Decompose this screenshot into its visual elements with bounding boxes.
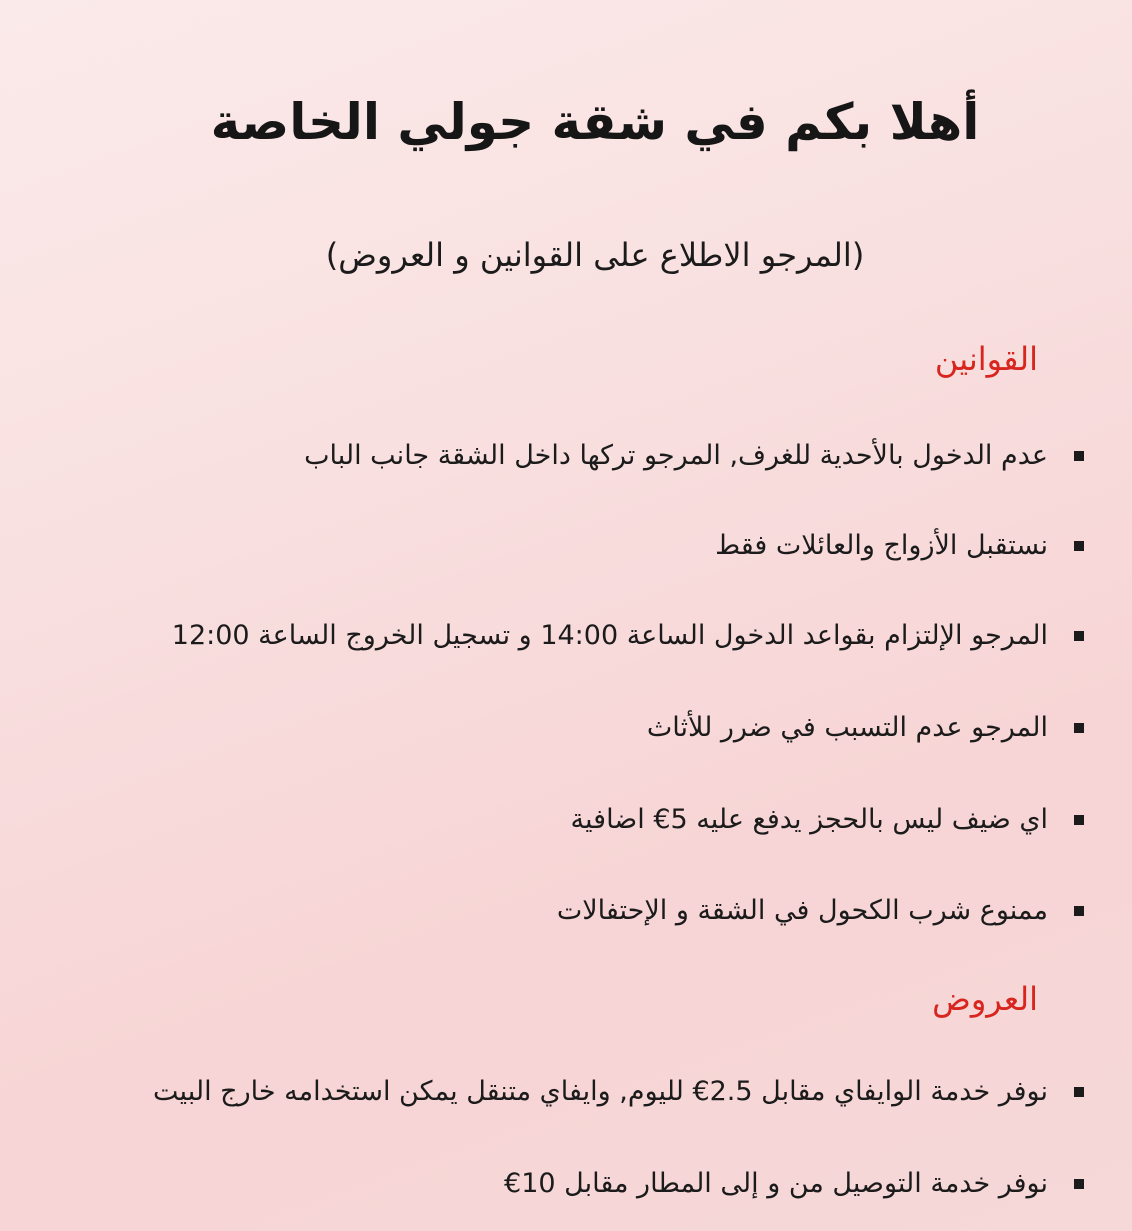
rules-heading: القوانين (934, 340, 1038, 378)
rule-text: ممنوع شرب الكحول في الشقة و الإحتفالات (556, 895, 1048, 926)
square-bullet-icon (1074, 1087, 1084, 1097)
rule-item (571, 804, 1084, 836)
offer-text: نوفر خدمة التوصيل من و إلى المطار مقابل 10€ (504, 1168, 1048, 1199)
rule-item (172, 620, 1084, 652)
square-bullet-icon (1074, 723, 1084, 733)
page-subtitle: (المرجو الاطلاع على القوانين و العروض) (325, 236, 865, 274)
square-bullet-icon (1074, 815, 1084, 825)
square-bullet-icon (1074, 1179, 1084, 1189)
square-bullet-icon (1074, 541, 1084, 551)
rule-item (304, 440, 1084, 472)
offer-text: نوفر خدمة الوايفاي مقابل 2.5€ لليوم, وايفاي متنقل يمكن استخدامه خارج البيت (153, 1076, 1048, 1107)
rule-text: نستقبل الأزواج والعائلات فقط (715, 530, 1048, 561)
rule-item (715, 530, 1084, 562)
rule-text: اي ضيف ليس بالحجز يدفع عليه 5€ اضافية (570, 804, 1048, 835)
offer-item (153, 1076, 1084, 1108)
rule-item (557, 895, 1084, 927)
rule-text: عدم الدخول بالأحدية للغرف, المرجو تركها داخل الشقة جانب الباب (304, 440, 1048, 471)
rule-text: المرجو الإلتزام بقواعد الدخول الساعة 14:00 و تسجيل الخروج الساعة 12:00 (171, 620, 1048, 651)
square-bullet-icon (1074, 451, 1084, 461)
page-title: أهلا بكم في شقة جولي الخاصة (210, 93, 980, 151)
offers-heading: العروض (932, 980, 1038, 1018)
rule-text: المرجو عدم التسبب في ضرر للأثاث (646, 712, 1048, 743)
square-bullet-icon (1074, 906, 1084, 916)
offer-item (504, 1168, 1084, 1200)
rule-item (647, 712, 1084, 744)
square-bullet-icon (1074, 631, 1084, 641)
